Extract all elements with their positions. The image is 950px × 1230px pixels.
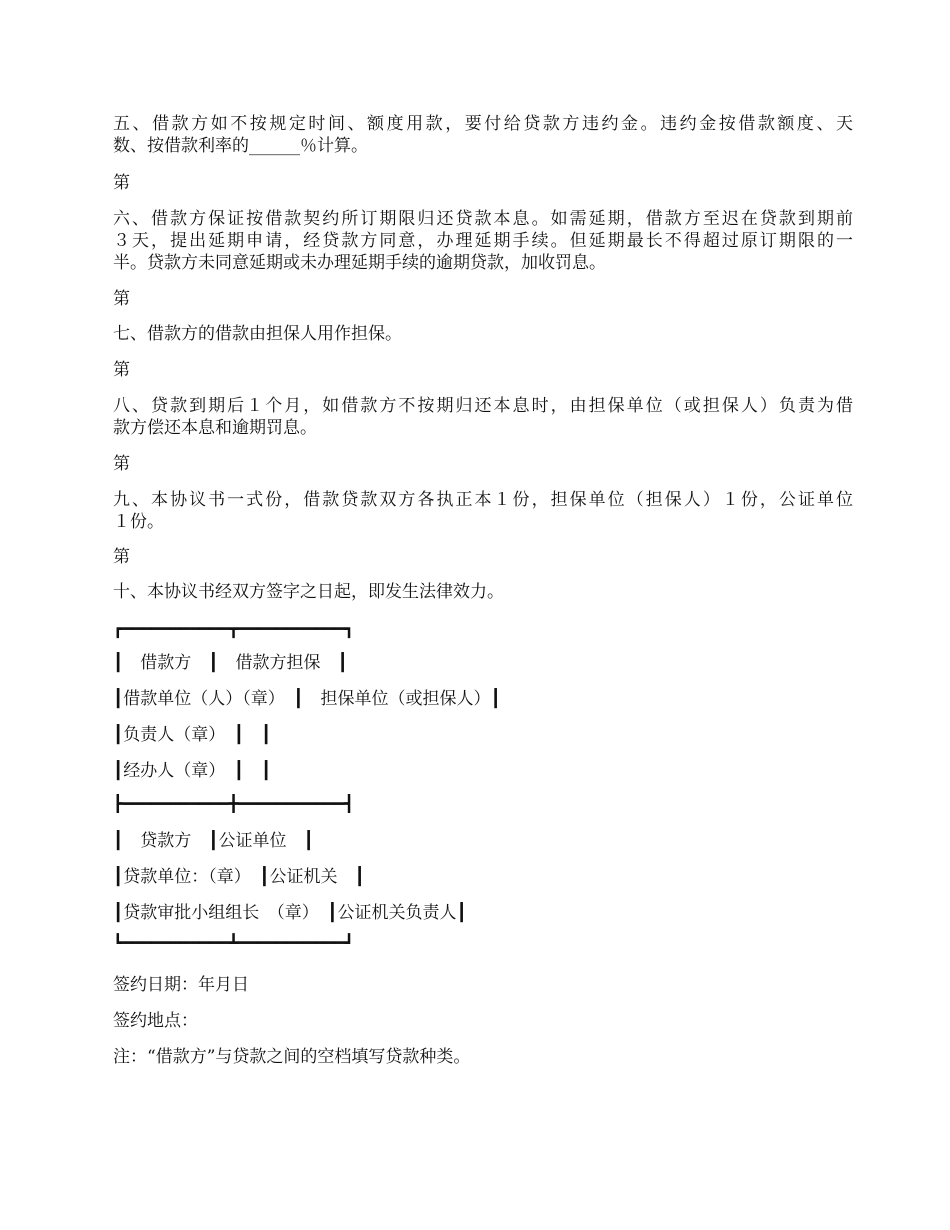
separator-3: 第 bbox=[113, 360, 130, 380]
article-9-line-2: １份。 bbox=[113, 512, 164, 532]
article-8-line-2: 款方偿还本息和逾期罚息。 bbox=[113, 418, 317, 438]
table-row-lender-notary: ┃ 贷款方 ┃公证单位 ┃ bbox=[113, 831, 314, 851]
article-9-line-1: 九、本协议书一式份，借款贷款双方各执正本１份，担保单位（担保人）１份，公证单位 bbox=[113, 490, 853, 510]
article-5-line-1: 五、借款方如不按规定时间、额度用款，要付给贷款方违约金。违约金按借款额度、天 bbox=[113, 114, 853, 134]
table-row-handler: ┃经办人（章） ┃ ┃ bbox=[113, 761, 272, 781]
article-6-line-3: 半。贷款方未同意延期或未办理延期手续的逾期贷款，加收罚息。 bbox=[113, 253, 606, 273]
table-top-border: ┏━━━━━━━━━━━┳━━━━━━━━━━━┓ bbox=[113, 619, 354, 638]
article-8-line-1: 八、贷款到期后１个月，如借款方不按期归还本息时，由担保单位（或担保人）负责为借 bbox=[113, 396, 853, 416]
table-row-borrower-unit: ┃借款单位（人）（章） ┃ 担保单位（或担保人）┃ bbox=[113, 689, 501, 709]
table-row-loan-unit: ┃贷款单位：（章） ┃公证机关 ┃ bbox=[113, 867, 365, 887]
article-7-line-1: 七、借款方的借款由担保人用作担保。 bbox=[113, 324, 402, 344]
table-middle-border: ┣━━━━━━━━━━━╋━━━━━━━━━━━┫ bbox=[113, 794, 354, 813]
sign-place: 签约地点： bbox=[113, 1011, 198, 1031]
table-row-approval-leader: ┃贷款审批小组组长 （章） ┃公证机关负责人┃ bbox=[113, 903, 467, 923]
article-6-line-2: ３天，提出延期申请，经贷款方同意，办理延期手续。但延期最长不得超过原订期限的一 bbox=[113, 231, 853, 251]
table-row-lender-header: ┃ 借款方 ┃ 借款方担保 ┃ bbox=[113, 653, 348, 673]
table-row-responsible-person: ┃负责人（章） ┃ ┃ bbox=[113, 725, 272, 745]
article-5-line-2: 数、按借款利率的______％计算。 bbox=[113, 136, 368, 156]
article-10-line-1: 十、本协议书经双方签字之日起，即发生法律效力。 bbox=[113, 582, 504, 602]
separator-4: 第 bbox=[113, 454, 130, 474]
footnote: 注：“借款方”与贷款之间的空档填写贷款种类。 bbox=[113, 1047, 471, 1067]
article-6-line-1: 六、借款方保证按借款契约所订期限归还贷款本息。如需延期，借款方至迟在贷款到期前 bbox=[113, 209, 853, 229]
separator-5: 第 bbox=[113, 547, 130, 567]
table-bottom-border: ┗━━━━━━━━━━━┻━━━━━━━━━━━┛ bbox=[113, 933, 354, 952]
separator-2: 第 bbox=[113, 289, 130, 309]
sign-date: 签约日期：年月日 bbox=[113, 975, 249, 995]
separator-1: 第 bbox=[113, 173, 130, 193]
